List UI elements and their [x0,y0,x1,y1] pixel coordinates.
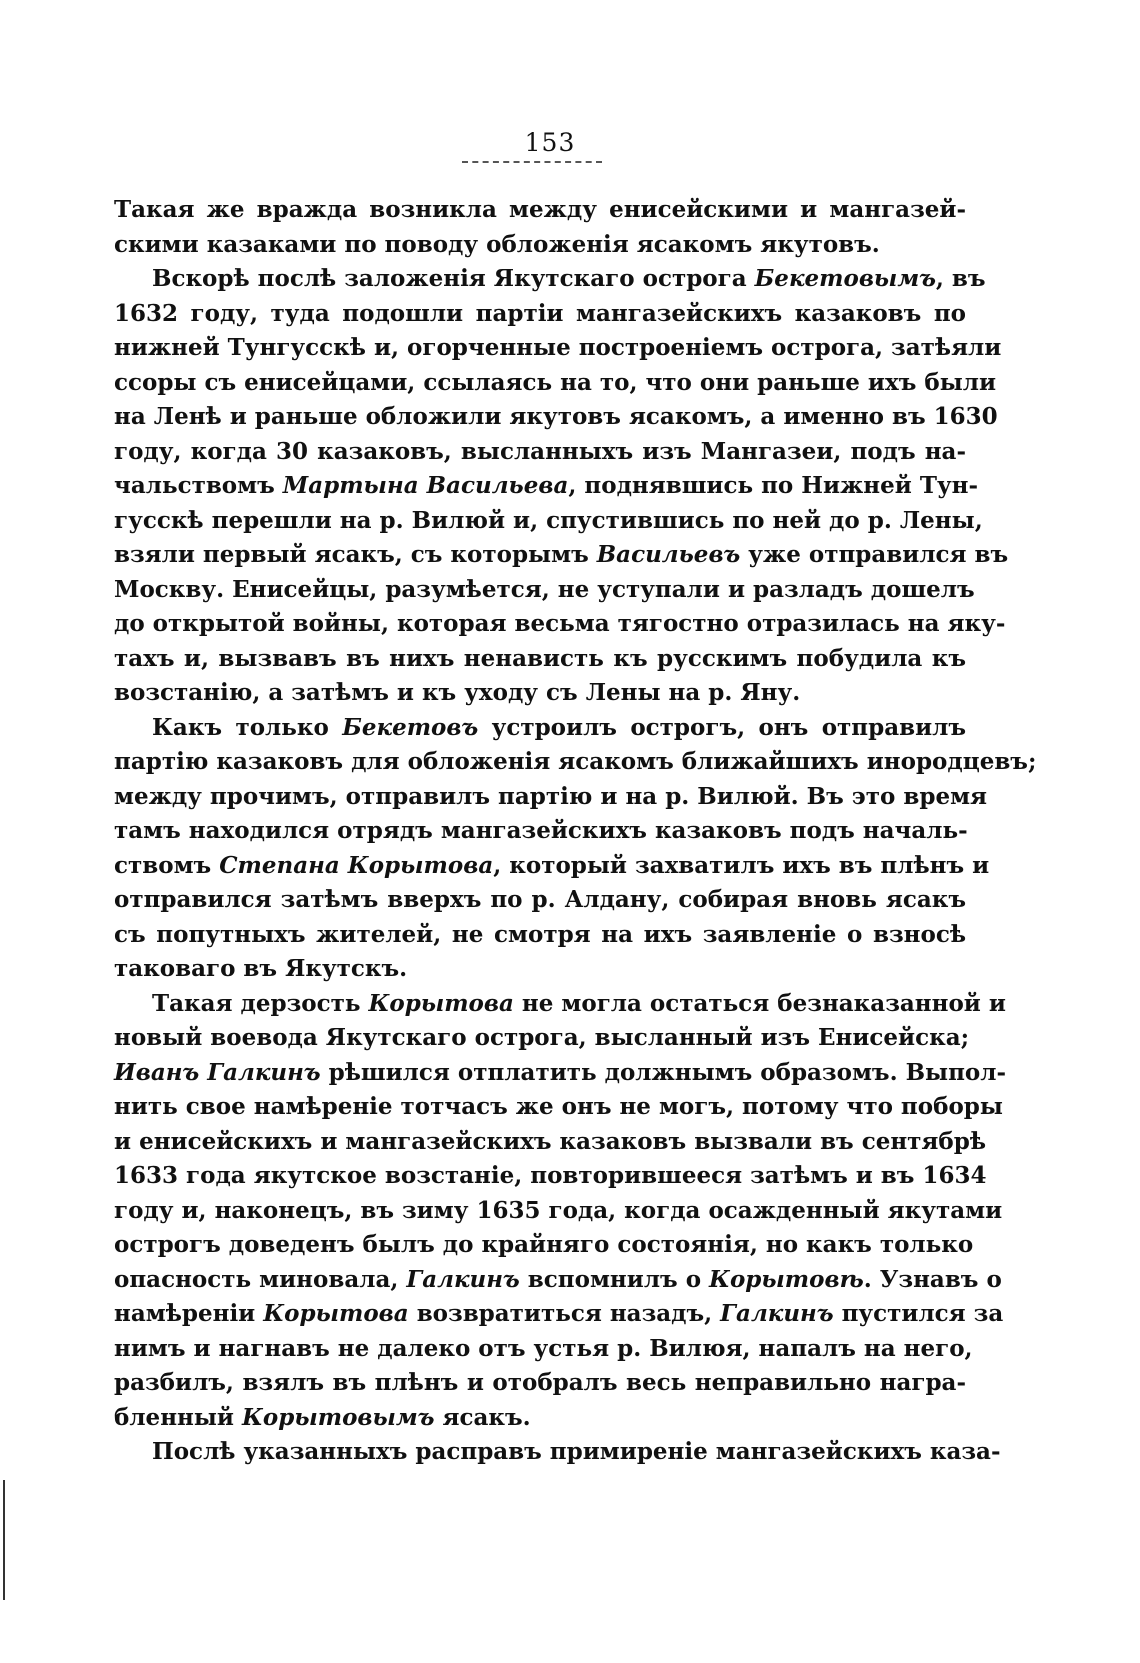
text-line [114,504,983,539]
text-fragment: новый воевода Якутскаго острога, высланный изъ Енисейска; [114,1024,970,1051]
text-fragment: не могла остаться безнаказанной и [513,989,1006,1017]
header-rule [462,161,602,163]
text-fragment: уже отправился въ [740,541,1009,568]
text-line [114,573,975,608]
text-fragment: острогъ доведенъ былъ до крайняго состоянія, но какъ только [114,1231,974,1258]
text-fragment: съ попутныхъ жителей, не смотря на ихъ заявленіе о взносѣ [114,920,966,948]
text-fragment: тамъ находился отрядъ мангазейскихъ казаковъ подъ началь- [114,817,968,844]
text-fragment: году, когда 30 казаковъ, высланныхъ изъ Мангазеи, подъ на- [114,437,966,465]
text-line [114,1366,966,1401]
margin-line-mark [3,1480,5,1600]
page-number: 153 [524,128,576,157]
italic-name: Корытова [263,1300,409,1327]
text-line [114,1159,987,1194]
text-fragment: и енисейскихъ и мангазейскихъ казаковъ вызвали въ сентябрѣ [114,1127,987,1155]
text-fragment: Такая же вражда возникла между енисейскими и мангазей- [114,196,966,223]
text-line [114,469,979,504]
text-fragment: , который захватилъ ихъ въ плѣнъ и [493,851,990,879]
text-line [114,262,986,297]
text-line [114,711,966,746]
text-line [114,297,966,332]
text-fragment: пустился за [833,1300,1004,1327]
italic-name: Степана Корытова [219,851,494,879]
text-line [114,228,966,263]
text-fragment: нижней Тунгусскѣ и, огорченные построеніемъ острога, затѣяли [114,334,1002,361]
text-line [114,607,1006,642]
text-line [114,538,1009,573]
text-line [114,435,966,470]
text-fragment: чальствомъ [114,472,283,499]
body-text [114,193,1037,1470]
text-line [114,1297,1004,1332]
italic-name: Иванъ Галкинъ [114,1058,321,1086]
text-fragment: году и, наконецъ, въ зиму 1635 года, когда осажденный якутами [114,1196,1003,1224]
text-line [114,883,966,918]
text-fragment: отправился затѣмъ вверхъ по р. Алдану, собирая вновь ясакъ [114,886,966,913]
text-line [114,1194,1003,1229]
text-line [114,331,1002,366]
text-line [114,366,997,401]
italic-name: Корытова [368,989,514,1017]
text-line [114,849,990,884]
italic-name: Галкинъ [406,1265,520,1293]
text-line [114,1056,1007,1091]
text-line [114,400,998,435]
text-line [114,745,1037,780]
text-line [114,987,1006,1022]
text-fragment: на Ленѣ и раньше обложили якутовъ ясакомъ, а именно въ 1630 [114,403,998,430]
text-fragment: бленный [114,1403,242,1431]
text-line [114,1090,1003,1125]
text-line [114,1228,974,1263]
text-fragment: Какъ только [152,713,343,741]
text-fragment: нимъ и нагнавъ не далеко отъ устья р. Вилюя, напалъ на него, [114,1334,973,1362]
text-line [114,193,966,228]
text-fragment: ясакъ. [434,1403,531,1431]
text-fragment: Вскорѣ послѣ заложенія Якутскаго острога [152,265,755,292]
text-fragment: между прочимъ, отправилъ партію и на р. Вилюй. Въ это время [114,782,988,810]
italic-name: Корытовѣ [709,1265,864,1293]
text-fragment: Послѣ указанныхъ расправъ примиреніе мангазейскихъ каза- [152,1438,1001,1465]
text-line [114,1263,1002,1298]
text-line [114,642,966,677]
text-line [114,918,966,953]
text-fragment: намѣреніи [114,1300,264,1327]
text-fragment: тахъ и, вызвавъ въ нихъ ненависть къ русскимъ побудила къ [114,644,966,672]
text-fragment: , поднявшись по Нижней Тун- [568,472,979,499]
text-line [114,780,988,815]
text-fragment: ствомъ [114,851,220,879]
text-line [114,952,966,987]
text-fragment: . Узнавъ о [863,1265,1002,1293]
text-line [114,814,966,849]
italic-name: Галкинъ [720,1300,834,1327]
text-fragment: рѣшился отплатить должнымъ образомъ. Выпол- [320,1058,1007,1086]
text-fragment: опасность миновала, [114,1265,407,1293]
text-line [114,1401,966,1436]
text-fragment: до открытой войны, которая весьма тягостно отразилась на яку- [114,610,1006,637]
italic-name: Бекетовымъ [754,265,936,292]
text-fragment: таковаго въ Якутскъ. [114,955,408,982]
text-fragment: Такая дерзость [152,989,369,1017]
italic-name: Мартына Васильева [282,472,569,499]
text-fragment: возвратиться назадъ, [408,1300,721,1327]
text-fragment: Москву. Енисейцы, разумѣется, не уступали и разладъ дошелъ [114,575,975,603]
text-fragment: разбилъ, взялъ въ плѣнъ и отобралъ весь неправильно награ- [114,1369,966,1396]
text-fragment: нить свое намѣреніе тотчасъ же онъ не могъ, потому что поборы [114,1093,1003,1120]
text-fragment: ссоры съ енисейцами, ссылаясь на то, что они раньше ихъ были [114,368,997,396]
text-fragment: устроилъ острогъ, онъ отправилъ [478,713,966,741]
text-fragment: скими казаками по поводу обложенія ясакомъ якутовъ. [114,230,880,258]
text-fragment: взяли первый ясакъ, съ которымъ [114,541,597,568]
text-line [114,1435,1001,1470]
text-fragment: партію казаковъ для обложенія ясакомъ ближайшихъ инородцевъ; [114,748,1037,775]
text-line [114,1332,973,1367]
text-fragment: 1632 году, туда подошли партіи мангазейскихъ казаковъ по [114,299,966,327]
text-fragment: 1633 года якутское возстаніе, повторившееся затѣмъ и въ 1634 [114,1162,987,1189]
text-fragment: , въ [935,265,986,292]
text-line [114,676,966,711]
italic-name: Васильевъ [596,541,741,568]
text-line [114,1125,987,1160]
text-fragment: гусскѣ перешли на р. Вилюй и, спустившись по ней до р. Лены, [114,506,983,534]
italic-name: Бекетовъ [342,713,479,741]
text-line [114,1021,970,1056]
italic-name: Корытовымъ [241,1403,435,1431]
text-fragment: вспомнилъ о [519,1265,710,1293]
text-fragment: возстанію, а затѣмъ и къ уходу съ Лены на р. Яну. [114,679,801,706]
